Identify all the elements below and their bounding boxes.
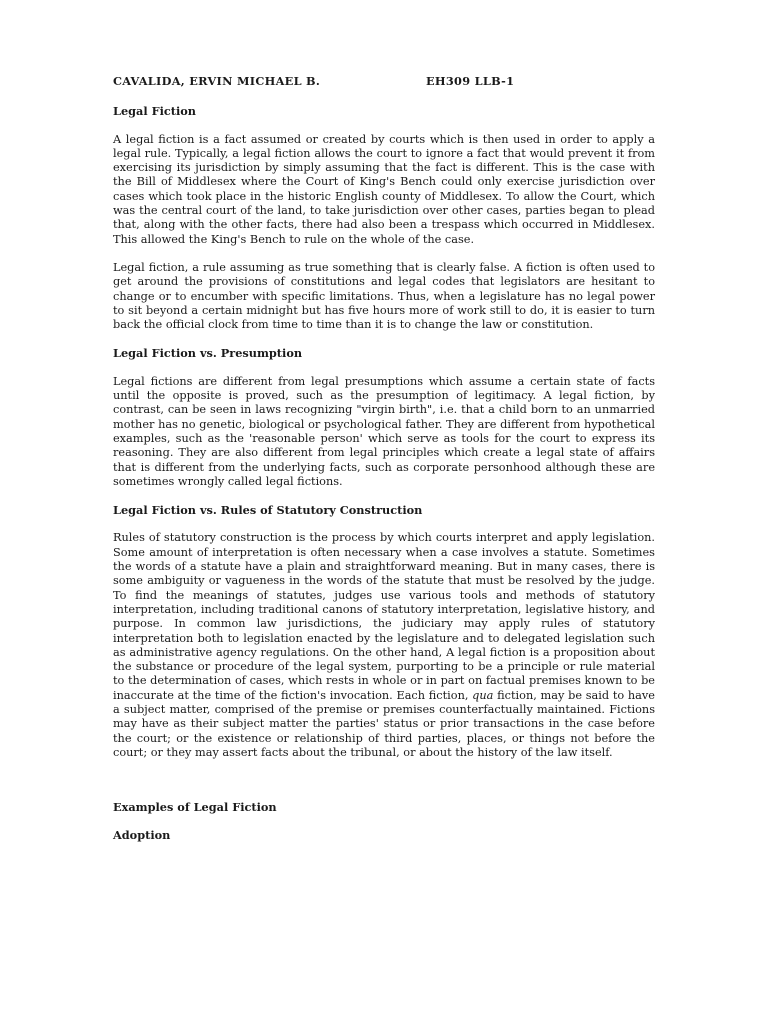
course-code: EH309 LLB-1 <box>426 74 515 88</box>
paragraph-rule: Legal fiction, a rule assuming as true something that is clearly false. A fiction is often used to get around the provisions of constitutions and legal codes that legislators are hesitant to change or to encumber with specific limitations. Thus, when a legislature has no legal power to sit beyond a certain midnight but has five hours more of work still to do, it is easier to turn back the official clock from time to time than it is to change the law or constitution. <box>113 260 655 332</box>
section-heading-examples: Examples of Legal Fiction <box>113 800 277 815</box>
paragraph-statutory-construction <box>113 531 655 760</box>
author-name: CAVALIDA, ERVIN MICHAEL B. <box>113 74 321 88</box>
paragraph-text-part: fiction, may be said to have a subject matter, comprised of the premise or premises counterfactually maintained. Fictions may have as their subject matter the parties' status or prior transactions in the case before the court; or the existence or relationship of third parties, places, or things not before the court; or they may assert facts about the tribunal, or about the history of the law itself. <box>113 688 655 759</box>
section-heading-legal-fiction: Legal Fiction <box>113 104 197 119</box>
section-heading-presumption: Legal Fiction vs. Presumption <box>113 346 303 361</box>
section-heading-adoption: Adoption <box>113 828 171 843</box>
document-header <box>113 74 655 88</box>
document-page <box>113 74 655 857</box>
paragraph-definition: A legal fiction is a fact assumed or created by courts which is then used in order to apply a legal rule. Typically, a legal fiction allows the court to ignore a fact that would prevent it from exercising its jurisdiction by simply assuming that the fact is different. This is the case with the Bill of Middlesex where the Court of King's Bench could only exercise jurisdiction over cases which took place in the historic English county of Middlesex. To allow the Court, which was the central court of the land, to take jurisdiction over other cases, parties began to plead that, along with the other facts, there had also been a trespass which occurred in Middlesex. This allowed the King's Bench to rule on the whole of the case. <box>113 132 655 246</box>
italic-qua: qua <box>472 688 494 702</box>
spacer <box>113 774 655 800</box>
paragraph-presumption: Legal fictions are different from legal presumptions which assume a certain state of facts until the opposite is proved, such as the presumption of legitimacy. A legal fiction, by contrast, can be seen in laws recognizing "virgin birth", i.e. that a child born to an unmarried mother has no genetic, biological or psychological father. They are different from hypothetical examples, such as the 'reasonable person' which serve as tools for the court to express its reasoning. They are also different from legal principles which create a legal state of affairs that is different from the underlying facts, such as corporate personhood although these are sometimes wrongly called legal fictions. <box>113 374 655 488</box>
section-heading-statutory-construction: Legal Fiction vs. Rules of Statutory Construction <box>113 503 423 518</box>
paragraph-text-part: Rules of statutory construction is the process by which courts interpret and apply legislation. Some amount of interpretation is often necessary when a case involves a statute. Sometimes the words of a statute have a plain and straightforward meaning. But in many cases, there is some ambiguity or vagueness in the words of the statute that must be resolved by the judge. To find the meanings of statutes, judges use various tools and methods of statutory interpretation, including traditional canons of statutory interpretation, legislative history, and purpose. In common law jurisdictions, the judiciary may apply rules of statutory interpretation both to legislation enacted by the legislature and to delegated legislation such as administrative agency regulations. On the other hand, A legal fiction is a proposition about the substance or procedure of the legal system, purporting to be a principle or rule material to the determination of cases, which rests in whole or in part on factual premises known to be inaccurate at the time of the fiction's invocation. Each fiction, <box>113 531 655 702</box>
